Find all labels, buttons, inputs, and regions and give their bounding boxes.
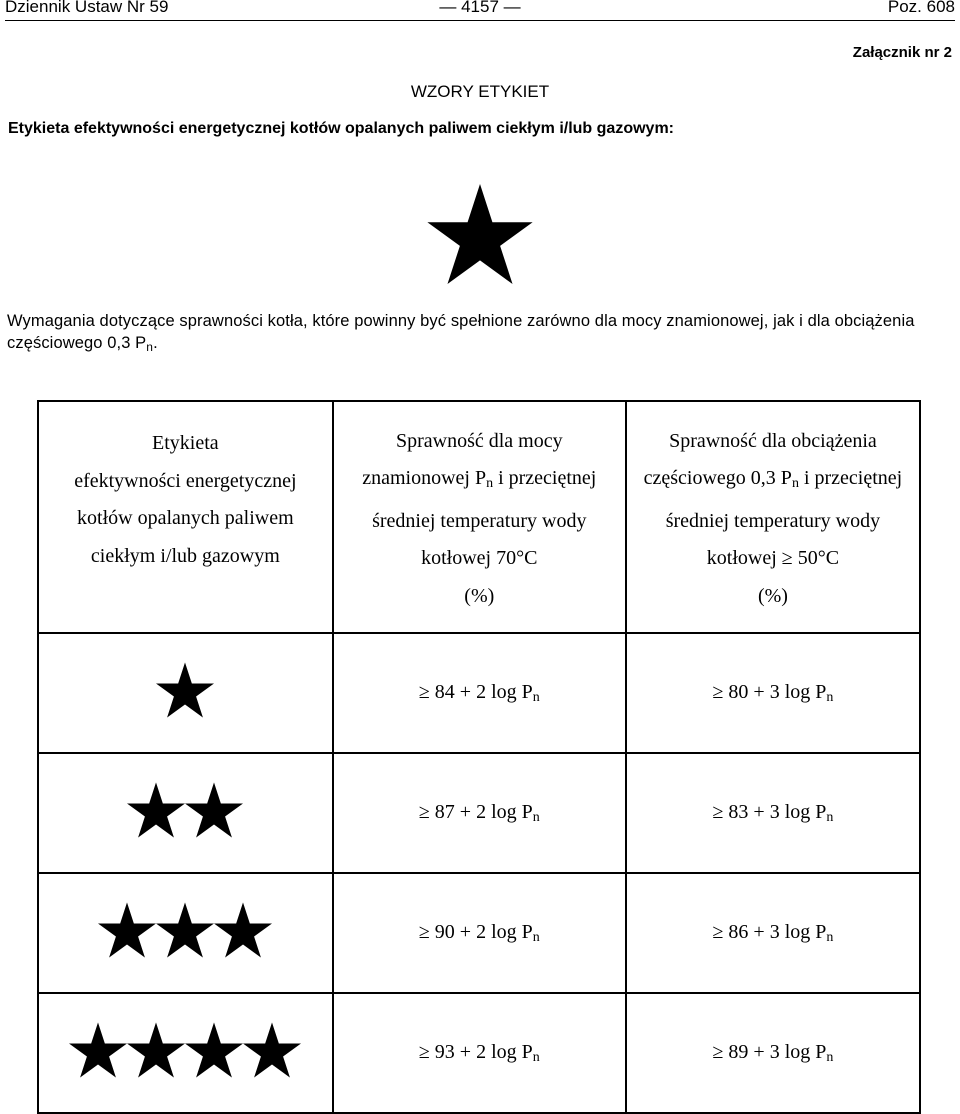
table-row	[38, 753, 920, 873]
star-rating	[156, 662, 214, 718]
header-col1-line3: kotłów opalanych paliwem	[77, 507, 294, 530]
nominal-efficiency-cell	[333, 873, 626, 993]
formula-subscript: n	[826, 929, 834, 945]
header-col3-line2-sub: n	[791, 476, 799, 492]
journal-name: Dziennik Ustaw Nr 59	[5, 0, 169, 16]
star-rating	[69, 1022, 301, 1078]
header-col1-line4: ciekłym i/lub gazowym	[90, 544, 280, 567]
formula-subscript: n	[826, 809, 834, 825]
nominal-efficiency-cell	[333, 753, 626, 873]
page-number: — 4157 —	[439, 0, 521, 16]
nominal-efficiency-formula	[419, 681, 540, 703]
star-rating	[127, 782, 243, 838]
star-icon	[127, 782, 185, 838]
label-subtitle: Etykieta efektywności energetycznej kotłów opalanych paliwem ciekłym i/lub gazowym:	[8, 120, 674, 137]
star-icon	[156, 902, 214, 958]
nominal-efficiency-formula	[419, 801, 540, 823]
star-icon	[185, 1022, 243, 1078]
table-row	[38, 993, 920, 1113]
large-star-icon	[427, 184, 533, 284]
star-icon	[127, 1022, 185, 1078]
annex-label: Załącznik nr 2	[852, 44, 952, 61]
header-col2-line2-pre: znamionowej P	[362, 467, 487, 490]
table-header-row	[38, 401, 920, 633]
formula-text: ≥ 89 + 3 log P	[712, 1040, 827, 1063]
header-col1-line1: Etykieta	[152, 432, 219, 455]
table-row	[38, 633, 920, 753]
formula-text: ≥ 90 + 2 log P	[418, 920, 533, 943]
star-icon	[185, 782, 243, 838]
star-rating	[98, 902, 272, 958]
star-icon	[243, 1022, 301, 1078]
header-col3-line1: Sprawność dla obciążenia	[669, 429, 877, 452]
requirements-subscript: n	[146, 340, 154, 354]
header-col3-line3: średniej temperatury wody	[665, 509, 881, 532]
star-icon	[98, 902, 156, 958]
nominal-efficiency-cell	[333, 993, 626, 1113]
header-col2-line2-post: i przeciętnej	[493, 467, 597, 490]
partial-efficiency-formula	[712, 921, 833, 943]
position-number: Poz. 608	[887, 0, 955, 16]
formula-subscript: n	[532, 929, 540, 945]
star-rating-cell	[38, 993, 333, 1113]
header-label-column	[38, 401, 333, 633]
header-col2-line5: (%)	[464, 584, 495, 607]
formula-text: ≥ 87 + 2 log P	[418, 800, 533, 823]
formula-text: ≥ 93 + 2 log P	[418, 1040, 533, 1063]
formula-subscript: n	[532, 809, 540, 825]
header-partial-column	[626, 401, 920, 633]
formula-text: ≥ 86 + 3 log P	[712, 920, 827, 943]
partial-efficiency-cell	[626, 993, 920, 1113]
star-rating-cell	[38, 753, 333, 873]
nominal-efficiency-formula	[419, 921, 540, 943]
header-col2-line2-sub: n	[486, 476, 494, 492]
requirements-end: .	[153, 334, 158, 352]
formula-subscript: n	[826, 689, 834, 705]
star-icon	[69, 1022, 127, 1078]
header-col2-line2	[334, 460, 625, 503]
star-rating-cell	[38, 633, 333, 753]
partial-efficiency-formula	[712, 681, 833, 703]
requirements-paragraph	[7, 310, 956, 358]
partial-efficiency-cell	[626, 633, 920, 753]
nominal-efficiency-formula	[419, 1041, 540, 1063]
header-col3-line2-pre: częściowego 0,3 P	[643, 467, 792, 490]
star-icon	[214, 902, 272, 958]
header-col2-line3: średniej temperatury wody	[372, 509, 587, 532]
formula-subscript: n	[826, 1049, 834, 1065]
partial-efficiency-cell	[626, 873, 920, 993]
star-icon	[156, 662, 214, 718]
partial-efficiency-cell	[626, 753, 920, 873]
formula-text: ≥ 84 + 2 log P	[418, 680, 533, 703]
partial-efficiency-formula	[712, 1041, 833, 1063]
header-col2-line1: Sprawność dla mocy	[395, 429, 563, 452]
header-col3-line2	[627, 460, 919, 503]
nominal-efficiency-cell	[333, 633, 626, 753]
page-header	[5, 0, 955, 21]
formula-subscript: n	[532, 1049, 540, 1065]
formula-text: ≥ 83 + 3 log P	[712, 800, 827, 823]
table-row	[38, 873, 920, 993]
formula-text: ≥ 80 + 3 log P	[712, 680, 827, 703]
table-body	[38, 633, 920, 1113]
header-col3-line5: (%)	[757, 584, 788, 607]
partial-efficiency-formula	[712, 801, 833, 823]
formula-subscript: n	[532, 689, 540, 705]
document-title: WZORY ETYKIET	[410, 82, 550, 101]
efficiency-table	[37, 400, 921, 1114]
header-col1-line2: efektywności energetycznej	[74, 469, 297, 492]
header-nominal-column	[333, 401, 626, 633]
header-col3-line2-post: i przeciętnej	[798, 467, 903, 490]
requirements-text: Wymagania dotyczące sprawności kotła, które powinny być spełnione zarówno dla mocy znamionowej, jak i dla obciążenia częściowego 0,3 P	[7, 312, 915, 352]
header-col2-line4: kotłowej 70°C	[421, 547, 538, 570]
header-col3-line4: kotłowej ≥ 50°C	[706, 547, 840, 570]
star-rating-cell	[38, 873, 333, 993]
